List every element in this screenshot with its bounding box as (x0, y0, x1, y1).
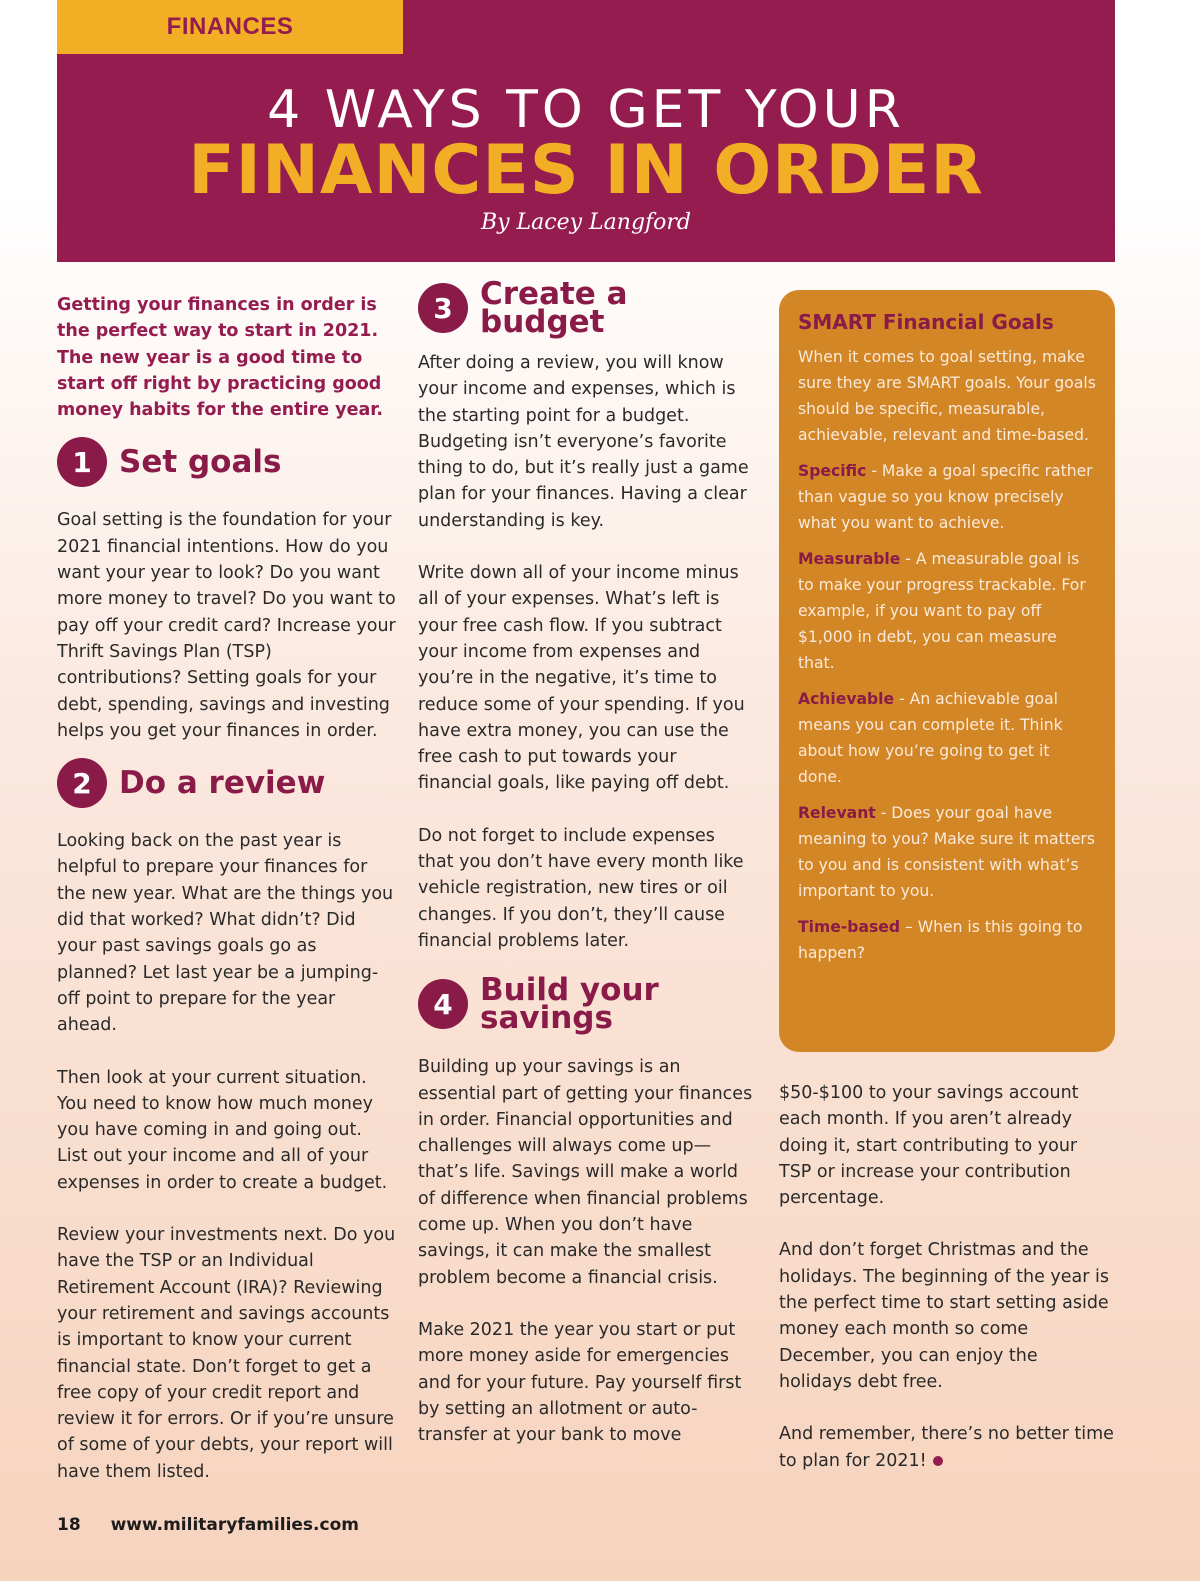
column-1 (57, 292, 397, 1485)
body-paragraph: Looking back on the past year is helpful to prepare your finances for the new year. What are the things you did that worked? What didn’t? Did your past savings goals go as planned? Let last year be a jumping-off point to prepare for the year ahead. (57, 831, 394, 1036)
category-tab: FINANCES (57, 0, 403, 54)
smart-term: Time-based (798, 918, 900, 936)
number-badge: 3 (418, 283, 468, 333)
section-3-heading (418, 276, 754, 340)
smart-item (798, 686, 1096, 790)
section-title: Set goals (119, 444, 282, 481)
smart-term: Measurable (798, 550, 901, 568)
smart-item (798, 800, 1096, 904)
section-title (480, 972, 659, 1037)
body-paragraph: Make 2021 the year you start or put more money aside for emergencies and for your future. Pay yourself first by setting an allotment or auto-transfer at your bank to move (418, 1319, 742, 1446)
section-title-line: Build your (480, 972, 659, 1009)
headline-line-1: 4 WAYS TO GET YOUR (267, 80, 905, 140)
column-3 (779, 1080, 1115, 1474)
smart-item (798, 546, 1096, 676)
closing-text: And remember, there’s no better time to plan for 2021! (779, 1424, 1114, 1471)
page-number: 18 (57, 1515, 81, 1535)
body-paragraph: Review your investments next. Do you have the TSP or an Individual Retirement Account (IRA)? Reviewing your retirement and savings accounts is important to know your current financial state. Don’t forget to get a free copy of your credit report and review it for errors. Or if you’re unsure of some of your debts, your report will have them listed. (57, 1225, 396, 1482)
body-paragraph: And don’t forget Christmas and the holidays. The beginning of the year is the perfect time to start setting aside money each month so come December, you can enjoy the holidays debt free. (779, 1240, 1110, 1392)
body-paragraph: Building up your savings is an essential part of getting your finances in order. Financial opportunities and challenges will always come up—that’s life. Savings will make a world of difference when financial problems come up. When you don’t have savings, it can make the smallest problem become a financial crisis. (418, 1057, 753, 1288)
body-paragraph: $50-$100 to your savings account each month. If you aren’t already doing it, start contributing to your TSP or increase your contribution percentage. (779, 1083, 1079, 1209)
smart-term: Specific (798, 462, 867, 480)
smart-term: Relevant (798, 804, 876, 822)
section-4-heading (418, 972, 754, 1037)
section-title-line: savings (480, 1000, 613, 1037)
smart-item (798, 914, 1096, 966)
body-paragraph: Then look at your current situation. You need to know how much money you have coming in and going out. List out your income and all of your expenses in order to create a budget. (57, 1067, 388, 1193)
smart-description: - Make a goal specific rather than vague so you know precisely what you want to achieve. (798, 462, 1093, 532)
intro-paragraph: Getting your finances in order is the perfect way to start in 2021. The new year is a good time to start off right by practicing good money habits for the entire year. (57, 295, 384, 421)
smart-description: – When is this going to happen? (798, 918, 1083, 962)
body-paragraph: After doing a review, you will know your income and expenses, which is the starting point for a budget. Budgeting isn’t everyone’s favorite thing to do, but it’s really just a game plan for your finances. Having a clear understanding is key. (418, 353, 749, 531)
body-paragraph (779, 1421, 1115, 1474)
body-paragraph: Goal setting is the foundation for your 2021 financial intentions. How do you want your year to look? Do you want more money to travel? Do you want to pay off your credit card? Increase your Thrift Savings Plan (TSP) contributions? Setting goals for your debt, spending, savings and investing helps you get your finances in order. (57, 510, 396, 741)
sidebar-intro: When it comes to goal setting, make sure they are SMART goals. Your goals should be specific, measurable, achievable, relevant and time-based. (798, 348, 1096, 444)
page-footer (57, 1515, 359, 1535)
section-1-heading (57, 437, 397, 487)
end-mark-icon (933, 1456, 943, 1466)
byline: By Lacey Langford (480, 210, 692, 235)
smart-description: - Does your goal have meaning to you? Make sure it matters to you and is consistent with what’s important to you. (798, 804, 1095, 900)
sidebar-title: SMART Financial Goals (798, 310, 1054, 334)
section-2-heading (57, 758, 397, 808)
smart-item (798, 458, 1096, 536)
section-title: Create a budget (480, 276, 628, 340)
smart-description: - An achievable goal means you can complete it. Think about how you’re going to get it done. (798, 690, 1063, 786)
section-title: Do a review (119, 765, 326, 802)
smart-description: - A measurable goal is to make your progress trackable. For example, if you want to pay off $1,000 in debt, you can measure that. (798, 550, 1086, 672)
number-badge: 1 (57, 437, 107, 487)
column-2 (418, 276, 754, 1448)
body-paragraph: Do not forget to include expenses that you don’t have every month like vehicle registration, new tires or oil changes. If you don’t, they’ll cause financial problems later. (418, 825, 744, 951)
number-badge: 2 (57, 758, 107, 808)
headline-line-2: FINANCES IN ORDER (188, 131, 984, 210)
smart-term: Achievable (798, 690, 895, 708)
footer-url[interactable]: www.militaryfamilies.com (110, 1515, 359, 1535)
number-badge: 4 (418, 979, 468, 1029)
body-paragraph: Write down all of your income minus all of your expenses. What’s left is your free cash flow. If you subtract your income from expenses and you’re in the negative, it’s time to reduce some of your spending. If you have extra money, you can use the free cash to put towards your financial goals, like paying off debt. (418, 563, 745, 794)
smart-goals-sidebar (779, 290, 1115, 1052)
